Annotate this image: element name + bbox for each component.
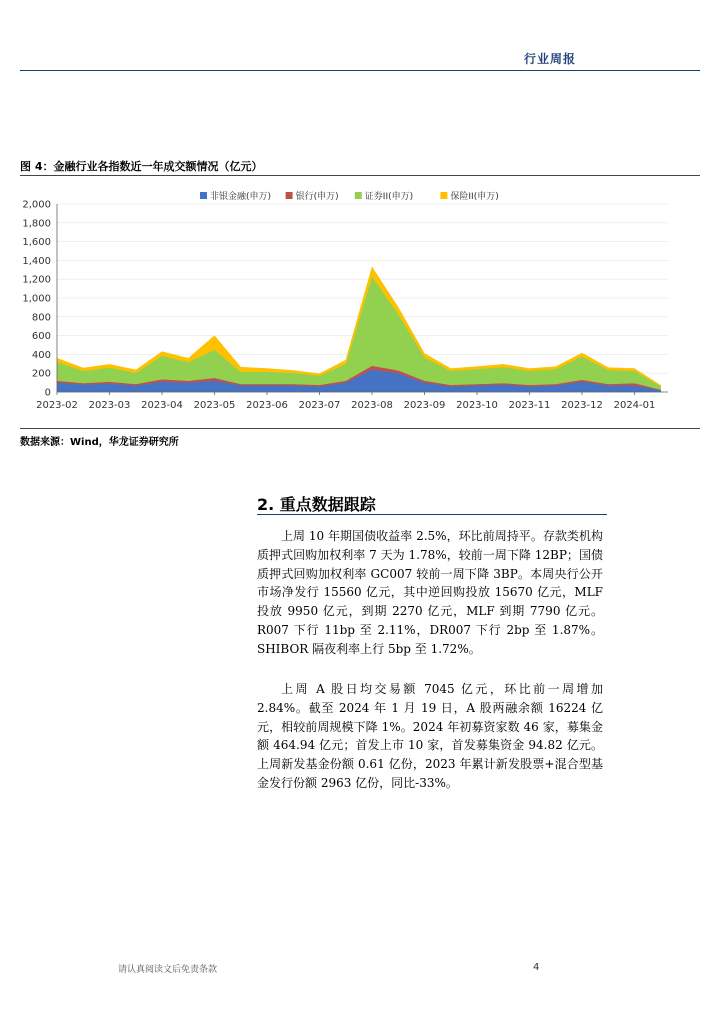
x-tick-label: 2023-10 xyxy=(456,400,498,411)
legend-swatch xyxy=(200,192,207,199)
figure-top-divider xyxy=(20,175,700,176)
legend-swatch xyxy=(286,192,293,199)
legend-label: 保险II(申万) xyxy=(450,192,499,202)
x-tick-label: 2023-02 xyxy=(36,400,78,411)
y-axis-tick-labels xyxy=(22,200,51,399)
turnover-area-chart xyxy=(0,180,724,425)
legend-swatch xyxy=(440,192,447,199)
chart-area-series xyxy=(57,267,661,392)
x-tick-label: 2023-06 xyxy=(246,400,288,411)
y-tick-label: 400 xyxy=(31,349,51,361)
x-tick-label: 2023-07 xyxy=(298,400,341,411)
legend-label: 非银金融(申万) xyxy=(210,192,272,202)
section-title: 2. 重点数据跟踪 xyxy=(257,495,376,514)
x-tick-label: 2023-05 xyxy=(193,400,236,411)
header-divider xyxy=(20,70,700,71)
legend-swatch xyxy=(355,192,362,199)
legend-label: 证券II(申万) xyxy=(364,192,414,202)
paragraph-equity-market: 上周 A 股日均交易额 7045 亿元，环比前一周增加 2.84%。截至 2024 年 1 月 19 日，A 股两融余额 16224 亿元，相较前周规模下降 1%。2024 年初募资家数 46 家，募集金额 464.94 亿元；首发上市 10 家，首发募集资金 94.82 亿元。上周新发基金份额 0.61 亿份，2023 年累计新发股票+混合型基金发行份额 2963 亿份，同比-33%。 xyxy=(257,682,603,790)
legend-label: 银行(申万) xyxy=(295,192,339,202)
x-tick-label: 2023-08 xyxy=(351,400,393,411)
y-tick-label: 1,400 xyxy=(22,255,51,267)
figure-bottom-divider xyxy=(20,428,700,429)
y-tick-label: 2,000 xyxy=(22,199,51,211)
paragraph-bond-market: 上周 10 年期国债收益率 2.5%，环比前周持平。存款类机构质押式回购加权利率 7 天为 1.78%，较前一周下降 12BP；国债质押式回购加权利率 GC007 较前一周下降 3BP。本周央行公开市场净发行 15560 亿元，其中逆回购投放 15670 亿元，MLF 投放 9950 亿元，到期 2270 亿元，MLF 到期 7790 亿元。R007 下行 11bp 至 2.11%，DR007 下行 2bp 至 1.87%。SHIBOR 隔夜利率上行 5bp 至 1.72%。 xyxy=(257,529,603,656)
page-number: 4 xyxy=(533,962,540,973)
section-divider xyxy=(257,514,607,515)
y-tick-label: 600 xyxy=(31,331,51,343)
y-tick-label: 800 xyxy=(31,312,51,324)
x-tick-label: 2023-11 xyxy=(508,400,551,411)
x-tick-label: 2024-01 xyxy=(613,400,656,411)
x-axis-tick-labels xyxy=(36,392,655,411)
figure-title: 图 4：金融行业各指数近一年成交额情况（亿元） xyxy=(20,160,263,173)
x-tick-label: 2023-04 xyxy=(141,400,183,411)
y-tick-label: 200 xyxy=(31,368,51,380)
x-tick-label: 2023-03 xyxy=(88,400,131,411)
y-tick-label: 0 xyxy=(44,387,51,399)
x-tick-label: 2023-09 xyxy=(403,400,446,411)
y-tick-label: 1,000 xyxy=(22,293,51,305)
y-tick-label: 1,200 xyxy=(22,274,51,286)
footer-disclaimer: 请认真阅读文后免责条款 xyxy=(118,965,218,975)
series-area-证券II(申万) xyxy=(57,276,661,389)
report-type-label: 行业周报 xyxy=(524,52,577,66)
figure-source: 数据来源：Wind，华龙证券研究所 xyxy=(20,437,179,448)
chart-legend xyxy=(200,190,499,202)
x-tick-label: 2023-12 xyxy=(561,400,603,411)
y-tick-label: 1,600 xyxy=(22,237,51,249)
y-tick-label: 1,800 xyxy=(22,218,51,230)
